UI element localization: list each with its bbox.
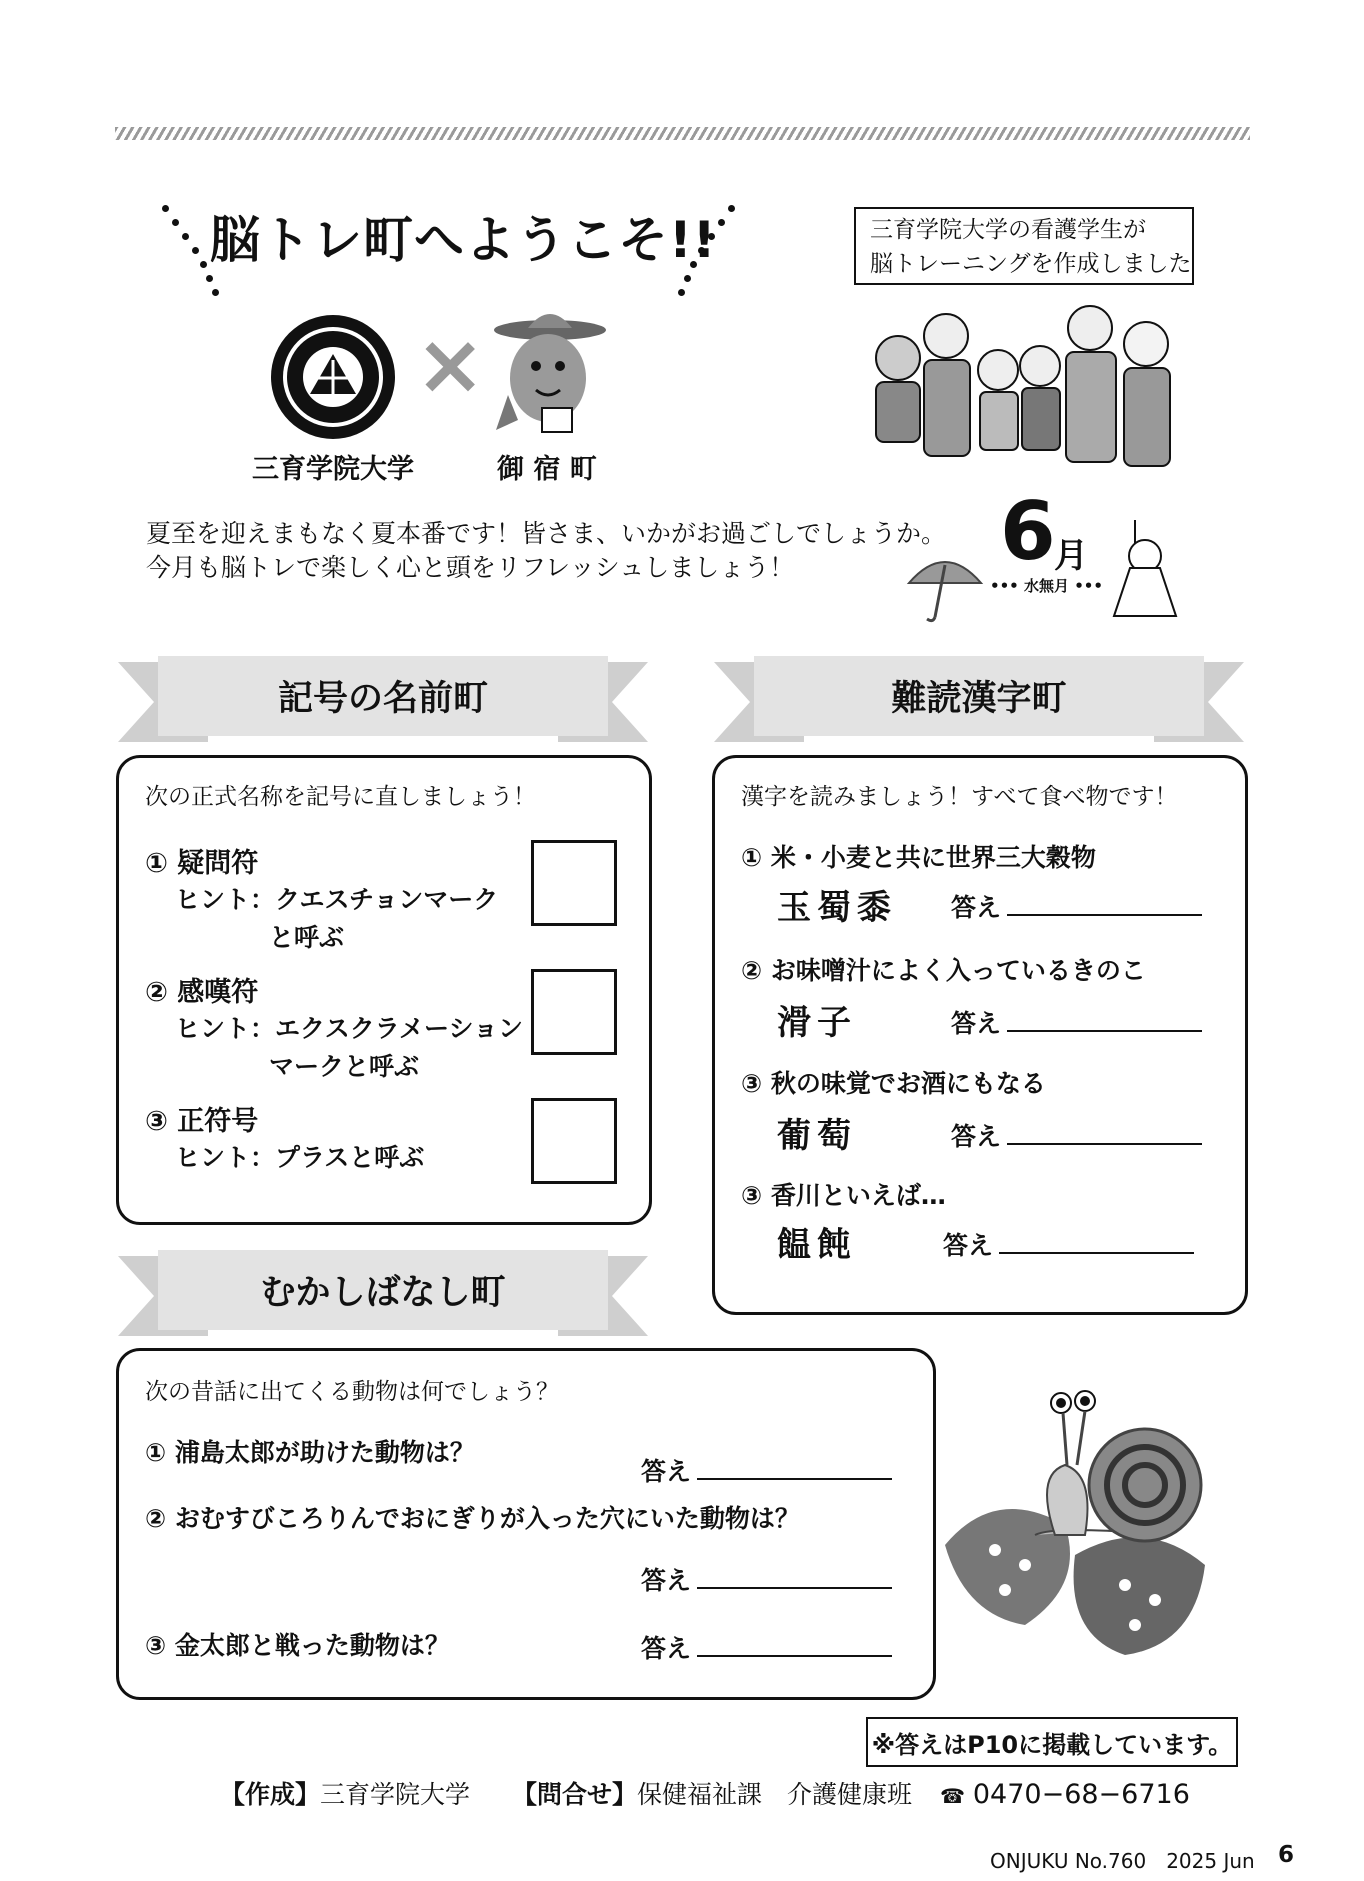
kanji-q3-word: 葡萄 xyxy=(777,1116,857,1156)
symbol-q1-hint-cont: と呼ぶ xyxy=(269,923,345,952)
symbols-lead: 次の正式名称を記号に直しましょう！ xyxy=(145,784,536,810)
symbol-q1-answer-box[interactable] xyxy=(531,840,617,926)
intro-line1: 夏至を迎えまもなく夏本番です！皆さま、いかがお過ごしでしょうか。 xyxy=(146,519,947,548)
folktale-q2: ② おむすびころりんでおにぎりが入った穴にいた動物は？ xyxy=(145,1504,800,1533)
town-mascot-illustration xyxy=(488,300,618,445)
folktale-heading: むかしばなし町 xyxy=(158,1250,608,1330)
author-note-line1: 三育学院大学の看護学生が xyxy=(870,217,1146,243)
publication-info: ONJUKU No.760 2025 Jun xyxy=(990,1849,1255,1873)
intro-text xyxy=(146,517,946,585)
month-kanji: 月 xyxy=(1054,536,1088,576)
symbols-quiz-box xyxy=(116,755,652,1225)
month-sub-label: ••• 水無月 ••• xyxy=(990,577,1103,595)
kanji-q2-clue: ② お味噌汁によく入っているきのこ xyxy=(741,956,1146,985)
folktale-q3: ③ 金太郎と戦った動物は？ xyxy=(145,1631,450,1660)
footer-contact xyxy=(512,1775,1190,1811)
university-seal-logo xyxy=(268,312,398,442)
snail-hydrangea-illustration xyxy=(935,1385,1225,1675)
symbol-q2-hint-cont: マークと呼ぶ xyxy=(269,1052,420,1081)
answers-location-note: ※答えはP10に掲載しています。 xyxy=(866,1717,1238,1767)
author-note-box xyxy=(854,207,1194,285)
month-sub: 水無月 xyxy=(1023,577,1069,595)
page-title: 脳トレ町へようこそ!! xyxy=(210,211,717,269)
symbol-q1: ① 疑問符 xyxy=(145,848,259,879)
folktale-lead: 次の昔話に出てくる動物は何でしょう？ xyxy=(145,1379,559,1405)
symbol-q3: ③ 正符号 xyxy=(145,1106,259,1137)
month-number: 6 xyxy=(1000,485,1056,578)
kanji-q4-clue: ③ 香川といえば… xyxy=(741,1181,946,1210)
top-decorative-stripe xyxy=(115,127,1250,140)
folktale-section-ribbon xyxy=(118,1256,648,1336)
kanji-lead: 漢字を読みましょう！すべて食べ物です！ xyxy=(741,784,1178,810)
intro-line2: 今月も脳トレで楽しく心と頭をリフレッシュしましょう！ xyxy=(146,553,795,582)
umbrella-icon xyxy=(905,545,985,625)
kanji-heading: 難読漢字町 xyxy=(754,656,1204,736)
teru-teru-bozu-icon xyxy=(1110,520,1180,620)
symbol-q2-hint: ヒント：エクスクラメーション xyxy=(175,1014,524,1043)
kanji-section-ribbon xyxy=(714,662,1244,742)
folktale-q1-answer[interactable]: 答え xyxy=(641,1452,892,1488)
footer-contact-label: 【問合せ】 xyxy=(512,1780,638,1809)
kanji-q1-word: 玉蜀黍 xyxy=(777,888,897,928)
symbol-q2: ② 感嘆符 xyxy=(145,977,259,1008)
symbol-q3-hint: ヒント：プラスと呼ぶ xyxy=(175,1143,425,1172)
footer-contact-dept: 保健福祉課 介護健康班 xyxy=(637,1780,913,1809)
folktale-quiz-box xyxy=(116,1348,936,1700)
family-illustration xyxy=(868,298,1188,488)
university-label: 三育学院大学 xyxy=(252,454,414,485)
folktale-q3-answer[interactable]: 答え xyxy=(641,1629,892,1665)
footer-phone[interactable]: 0470−68−6716 xyxy=(972,1779,1190,1810)
folktale-q1: ① 浦島太郎が助けた動物は？ xyxy=(145,1438,475,1467)
kanji-quiz-box xyxy=(712,755,1248,1315)
symbols-heading: 記号の名前町 xyxy=(158,656,608,736)
footer-credit xyxy=(220,1775,470,1811)
kanji-q1-clue: ① 米・小麦と共に世界三大穀物 xyxy=(741,843,1096,872)
folktale-q2-answer[interactable]: 答え xyxy=(641,1561,892,1597)
kanji-q2-answer[interactable]: 答え xyxy=(951,1004,1202,1040)
collaboration-cross: × xyxy=(415,315,486,413)
author-note-line2: 脳トレーニングを作成しました xyxy=(870,251,1192,277)
kanji-q3-answer[interactable]: 答え xyxy=(951,1117,1202,1153)
page-number: 6 xyxy=(1278,1842,1295,1868)
symbols-section-ribbon xyxy=(118,662,648,742)
footer-made-by: 三育学院大学 xyxy=(320,1780,471,1809)
footer-made-label: 【作成】 xyxy=(220,1780,321,1809)
kanji-q4-answer[interactable]: 答え xyxy=(943,1226,1194,1262)
kanji-q2-word: 滑子 xyxy=(777,1003,857,1043)
phone-icon: ☎ xyxy=(939,1784,965,1808)
symbol-q2-answer-box[interactable] xyxy=(531,969,617,1055)
town-label: 御 宿 町 xyxy=(497,454,597,485)
kanji-q3-clue: ③ 秋の味覚でお酒にもなる xyxy=(741,1069,1046,1098)
kanji-q1-answer[interactable]: 答え xyxy=(951,888,1202,924)
kanji-q4-word: 饂飩 xyxy=(777,1225,857,1265)
symbol-q3-answer-box[interactable] xyxy=(531,1098,617,1184)
symbol-q1-hint: ヒント：クエスチョンマーク xyxy=(175,885,499,914)
